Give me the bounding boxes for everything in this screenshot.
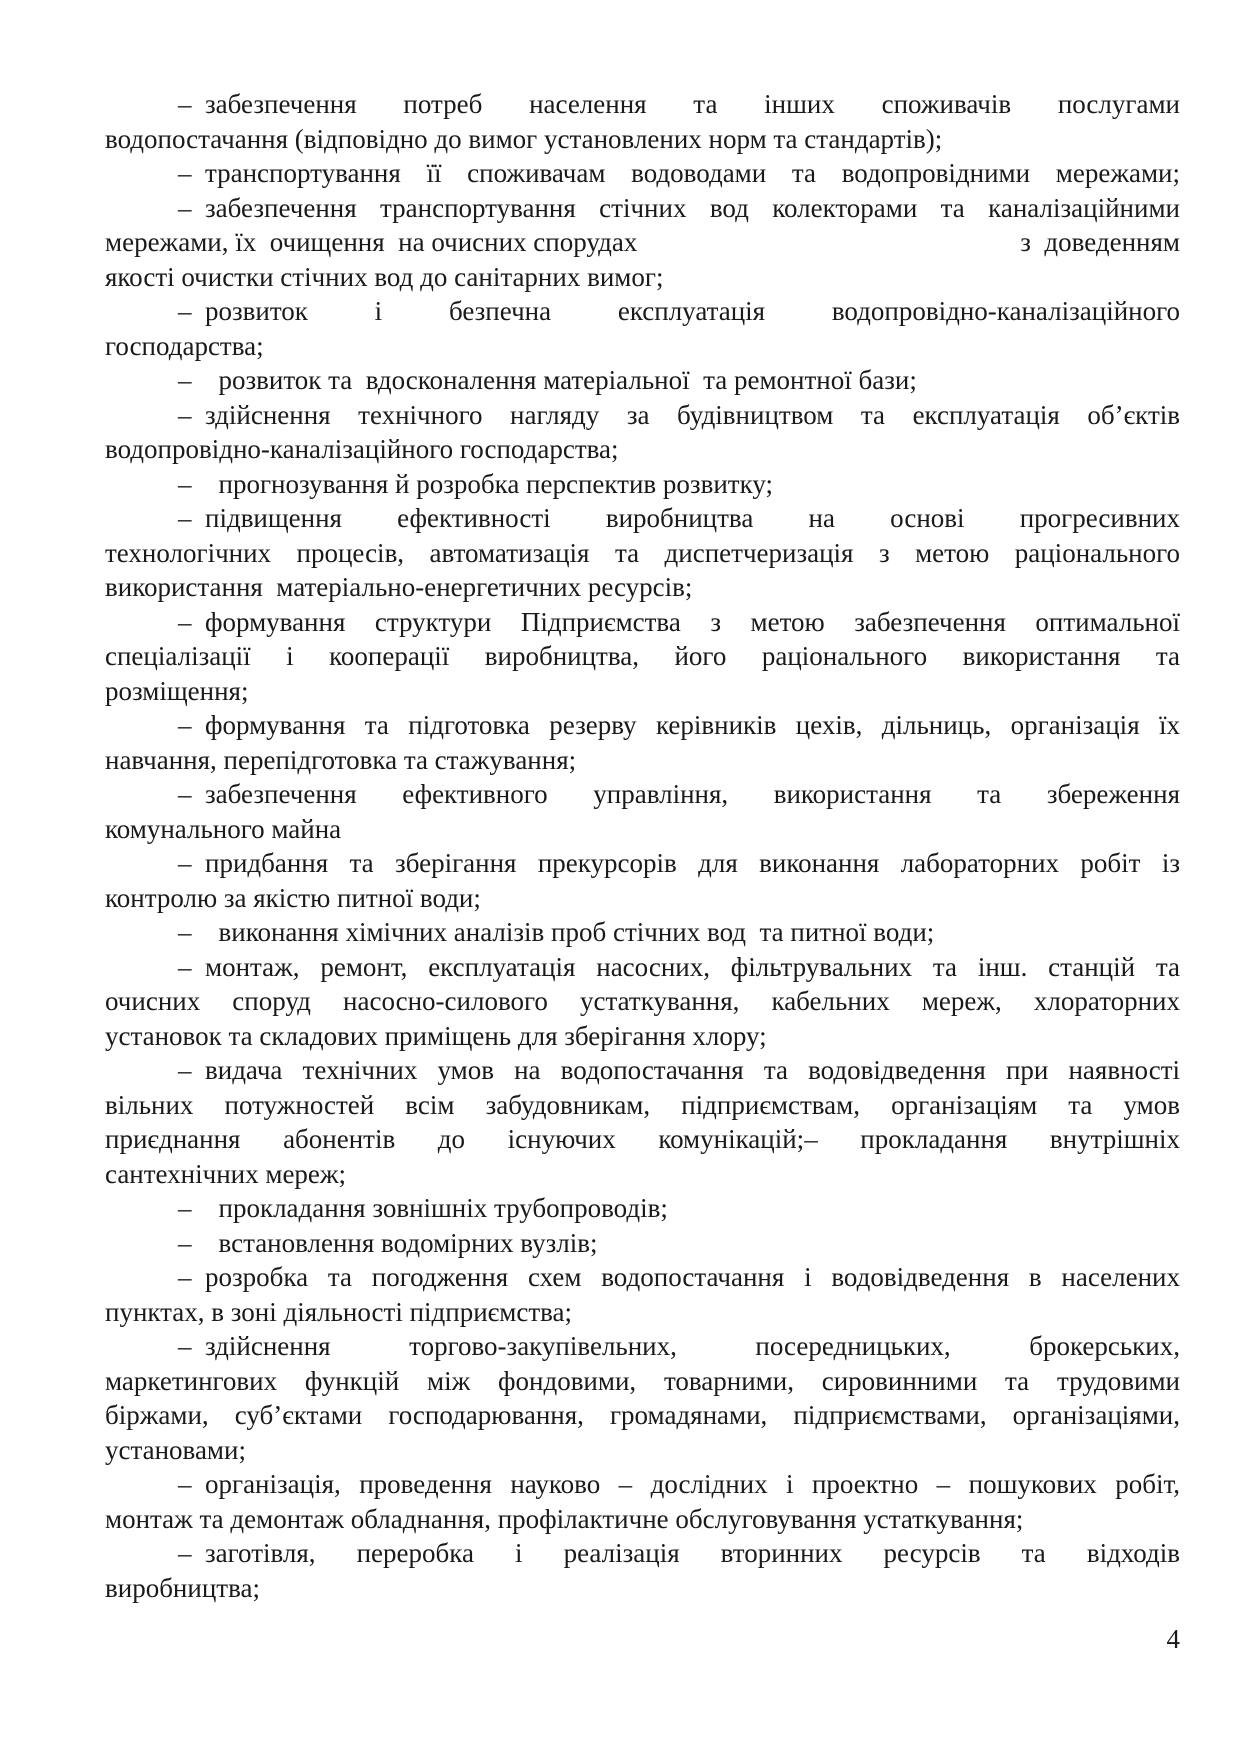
page-number: 4 <box>1166 1624 1180 1654</box>
document-text-block <box>105 87 1180 1605</box>
text-line <box>105 225 1180 260</box>
text-line: маркетингових функцій між фондовими, товарними, сировинними та трудовими <box>105 1365 1180 1396</box>
text-line: установок та складових приміщень для зберігання хлору; <box>105 1020 767 1051</box>
text-line: – здійснення торгово-закупівельних, посередницьких, брокерських, <box>178 1331 1180 1361</box>
text-line: монтаж та демонтаж обладнання, профілактичне обслуговування устаткування; <box>105 1503 1024 1534</box>
text-line: – забезпечення транспортування стічних вод колекторами та каналізаційними <box>178 192 1180 223</box>
text-line: якості очистки стічних вод до санітарних вимог; <box>105 261 664 292</box>
text-line: – формування структури Підприємства з метою забезпечення оптимальної <box>178 606 1180 637</box>
text-segment: мережами, їх очищення на очисних спорудах <box>105 227 638 257</box>
text-line: приєднання абонентів до існуючих комунікацій;– прокладання внутрішніх <box>105 1124 1180 1154</box>
text-line: – придбання та зберігання прекурсорів для виконання лабораторних робіт із <box>178 848 1180 878</box>
text-line: установами; <box>105 1434 246 1465</box>
text-line: – транспортування її споживачам водоводами та водопровідними мережами; <box>178 158 1180 188</box>
text-line: пунктах, в зоні діяльності підприємства; <box>105 1296 573 1327</box>
text-line: – забезпечення потреб населення та інших споживачів послугами <box>178 89 1180 119</box>
text-line: – прогнозування й розробка перспектив розвитку; <box>178 468 773 499</box>
text-line: контролю за якістю питної води; <box>105 882 481 913</box>
text-line: виробництва; <box>105 1572 260 1603</box>
text-line: навчання, перепідготовка та стажування; <box>105 744 577 775</box>
text-line: – розвиток та вдосконалення матеріальної та ремонтної бази; <box>178 365 917 395</box>
text-line: – видача технічних умов на водопостачання та водовідведення при наявності <box>178 1055 1180 1085</box>
text-line: – організація, проведення науково – дослідних і проектно – пошукових робіт, <box>178 1469 1180 1499</box>
text-line: – встановлення водомірних вузлів; <box>178 1227 598 1258</box>
text-line: – розробка та погодження схем водопостачання і водовідведення в населених <box>178 1262 1180 1292</box>
text-line: – розвиток і безпечна експлуатація водопровідно-каналізаційного <box>178 296 1180 326</box>
text-line: технологічних процесів, автоматизація та диспетчеризація з метою раціонального <box>105 537 1180 568</box>
text-line: комунального майна <box>105 813 342 844</box>
text-line: вільних потужностей всім забудовникам, підприємствам, організаціям та умов <box>105 1089 1180 1120</box>
text-line: – прокладання зовнішніх трубопроводів; <box>178 1193 668 1223</box>
text-line: – виконання хімічних аналізів проб стічних вод та питної води; <box>178 917 935 947</box>
text-line: використання матеріально-енергетичних ресурсів; <box>105 572 693 602</box>
text-line: господарства; <box>105 330 264 361</box>
text-line: сантехнічних мереж; <box>105 1158 347 1189</box>
text-line: водопровідно-каналізаційного господарства; <box>105 434 619 464</box>
text-line: – заготівля, переробка і реалізація вторинних ресурсів та відходів <box>178 1538 1180 1568</box>
text-line: розміщення; <box>105 675 249 706</box>
text-line: – підвищення ефективності виробництва на основі прогресивних <box>178 503 1180 533</box>
text-line: – здійснення технічного нагляду за будівництвом та експлуатація об’єктів <box>178 399 1180 430</box>
text-line: очисних споруд насосно-силового устаткування, кабельних мереж, хлораторних <box>105 986 1180 1016</box>
text-line: біржами, суб’єктами господарювання, громадянами, підприємствами, організаціями, <box>105 1400 1180 1430</box>
text-line: – формування та підготовка резерву керівників цехів, дільниць, організація їх <box>178 710 1180 740</box>
text-line: водопостачання (відповідно до вимог установлених норм та стандартів); <box>105 123 943 154</box>
text-line: – забезпечення ефективного управління, використання та збереження <box>178 779 1180 809</box>
text-segment: з доведенням <box>1020 227 1180 257</box>
text-line: – монтаж, ремонт, експлуатація насосних, фільтрувальних та інш. станцій та <box>178 951 1180 982</box>
text-line: спеціалізації і кооперації виробництва, його раціонального використання та <box>105 641 1180 671</box>
